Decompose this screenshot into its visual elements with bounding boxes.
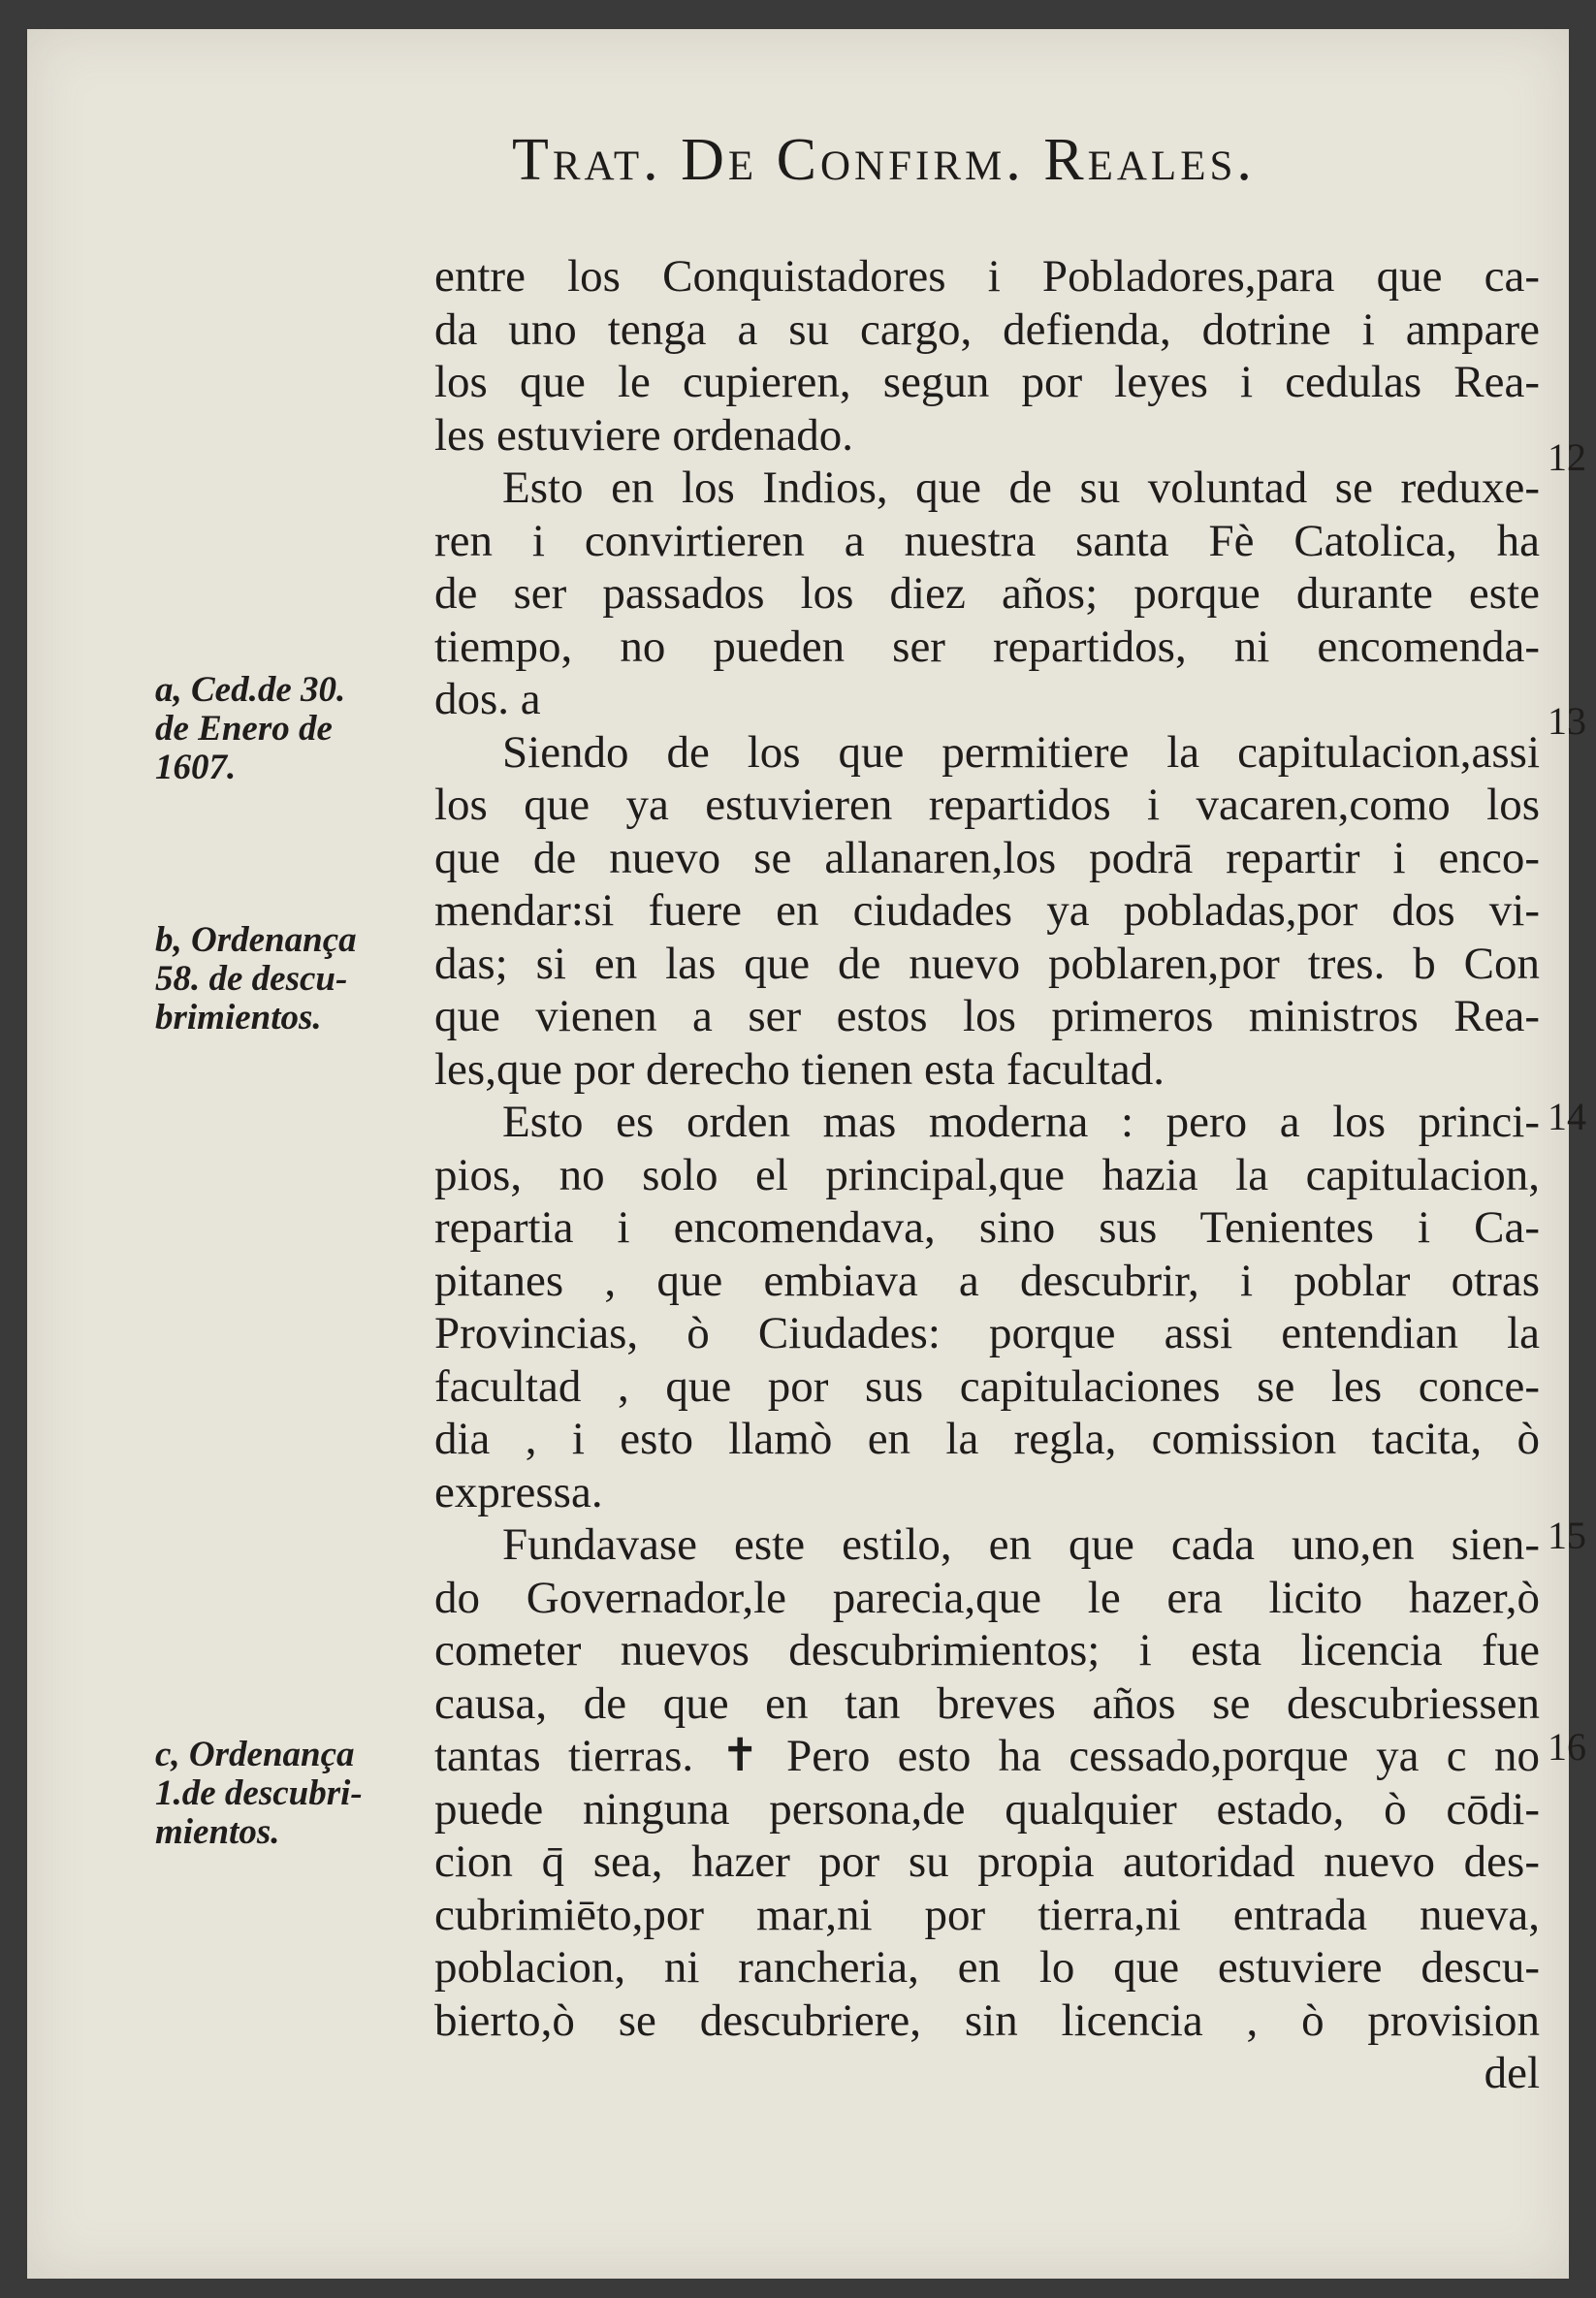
body-line: los que le cupieren, segun por leyes i cedulas Rea- (434, 357, 1540, 407)
paragraph-number: 14 (1548, 1095, 1586, 1138)
body-line: que vienen a ser estos los primeros ministros Rea- (434, 991, 1540, 1041)
body-line: los que ya estuvieren repartidos i vacaren,como los (434, 780, 1540, 830)
body-line: pitanes , que embiava a descubrir, i poblar otras (434, 1255, 1540, 1306)
side-note-c (155, 1736, 446, 1852)
body-line: ren i convirtieren a nuestra santa Fè Catolica, ha (434, 515, 1540, 566)
body-line: cion q̄ sea, hazer por su propia autoridad nuevo des- (434, 1836, 1540, 1887)
body-line: Provincias, ò Ciudades: porque assi entendian la (434, 1308, 1540, 1358)
paragraph-number: 15 (1548, 1514, 1586, 1557)
body-line: que de nuevo se allanaren,los podrā repartir i enco- (434, 832, 1540, 883)
side-note-line: b, Ordenança (155, 920, 357, 960)
body-line: facultad , que por sus capitulaciones se les conce- (434, 1360, 1540, 1412)
body-line: tiempo, no pueden ser repartidos, ni encomenda- (434, 621, 1540, 672)
body-line: pios, no solo el principal,que hazia la capitulacion, (434, 1149, 1540, 1200)
paragraph-number: 13 (1548, 699, 1586, 743)
body-line: cubrimiēto,por mar,ni por tierra,ni entrada nueva, (434, 1889, 1540, 1940)
side-note-line: mientos. (155, 1812, 280, 1852)
body-line: entre los Conquistadores i Pobladores,para que ca- (434, 251, 1540, 302)
body-line: de ser passados los diez años; porque durante este (434, 568, 1540, 619)
body-line: mendar:si fuere en ciudades ya pobladas,por dos vi- (434, 885, 1540, 936)
body-line: dos. a (434, 674, 541, 724)
body-line: causa, de que en tan breves años se descubriessen (434, 1677, 1540, 1729)
side-note-line: brimientos. (155, 998, 322, 1037)
body-line: les estuviere ordenado. (434, 409, 853, 461)
body-line: poblacion, ni rancheria, en lo que estuviere descu- (434, 1942, 1540, 1993)
body-line: dia , i esto llamò en la regla, comission tacita, ò (434, 1414, 1540, 1464)
side-note-line: 1607. (155, 748, 237, 787)
side-note-line: 58. de descu- (155, 959, 348, 999)
side-note-b (155, 921, 446, 1037)
body-line: do Governador,le parecia,que le era licito hazer,ò (434, 1572, 1540, 1623)
side-note-a (155, 671, 446, 787)
body-line: Siendo de los que permitiere la capitulacion,assi (502, 726, 1540, 778)
paragraph-number: 16 (1548, 1725, 1586, 1769)
body-line: Esto en los Indios, que de su voluntad se reduxe- (502, 463, 1540, 513)
body-line: Fundavase este estilo, en que cada uno,en sien- (502, 1519, 1540, 1570)
book-page (27, 29, 1586, 2279)
side-note-line: de Enero de (155, 709, 333, 749)
body-line: les,que por derecho tienen esta facultad. (434, 1043, 1165, 1095)
body-line: repartia i encomendava, sino sus Tenientes i Ca- (434, 1202, 1540, 1253)
body-line: cometer nuevos descubrimientos; i esta licencia fue (434, 1625, 1540, 1676)
side-note-line: c, Ordenança (155, 1735, 355, 1774)
body-line: das; si en las que de nuevo poblaren,por tres. b Con (434, 938, 1540, 989)
body-line: da uno tenga a su cargo, defienda, dotrine i ampare (434, 303, 1540, 355)
paragraph-number: 12 (1548, 435, 1586, 479)
body-line: Esto es orden mas moderna : pero a los princi- (502, 1097, 1540, 1147)
running-header: Trat. De Confirm. Reales. (512, 127, 1256, 193)
body-line: expressa. (434, 1466, 603, 1517)
body-text (434, 250, 1540, 2100)
side-note-line: 1.de descubri- (155, 1773, 363, 1813)
side-note-line: a, Ced.de 30. (155, 670, 346, 710)
body-line: tantas tierras. ✝ Pero esto ha cessado,porque ya c no (434, 1731, 1540, 1781)
body-line: bierto,ò se descubriere, sin licencia , ò provision (434, 1995, 1540, 2046)
body-line: del (1484, 2048, 1540, 2098)
body-line: puede ninguna persona,de qualquier estado, ò cōdi- (434, 1783, 1540, 1835)
